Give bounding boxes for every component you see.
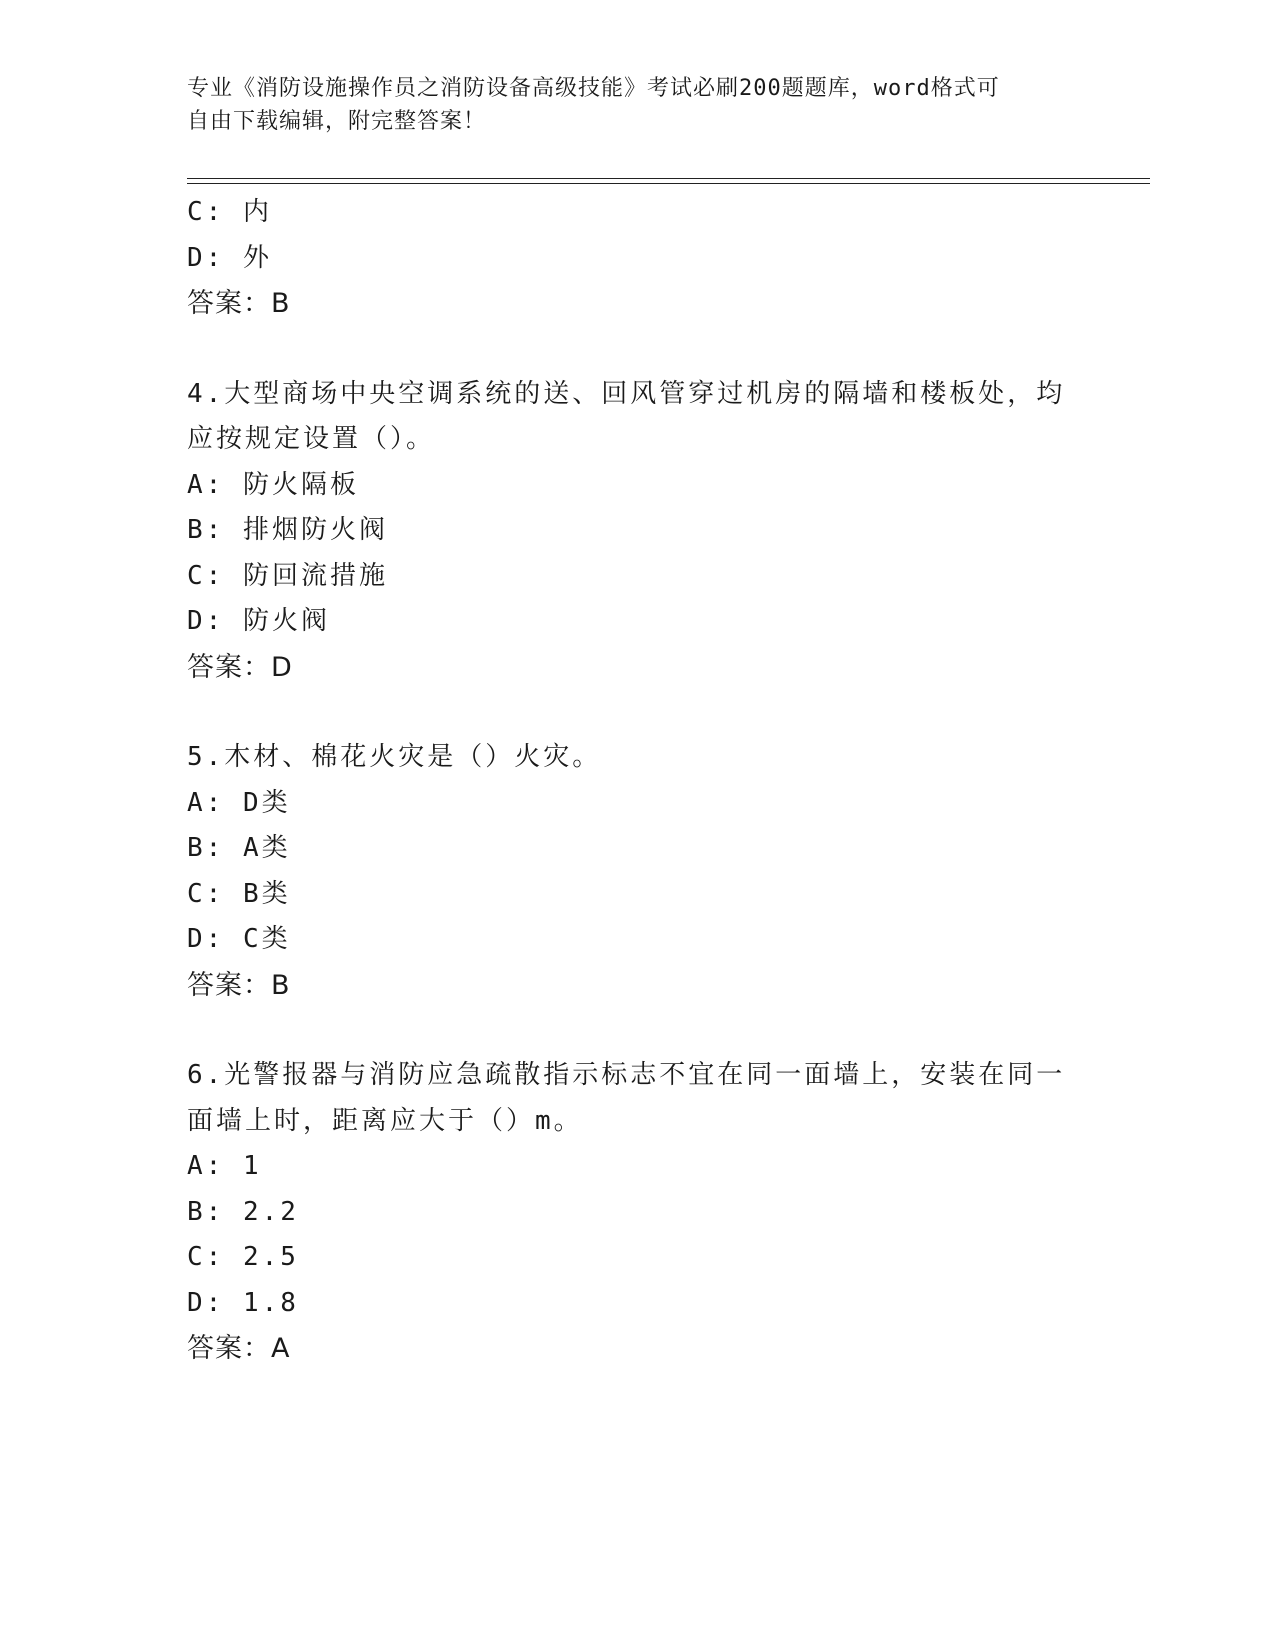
spacer [187, 327, 1087, 372]
spacer [187, 1008, 1087, 1053]
option-d: D: 外 [187, 242, 272, 273]
header-divider-top [187, 178, 1150, 179]
question-text-line-2: 面墙上时，距离应大于（）m。 [187, 1105, 583, 1136]
option-c: C: 2.5 [187, 1242, 299, 1272]
option-d: D: C类 [187, 924, 291, 954]
option-c: C: 防回流措施 [187, 560, 388, 591]
question-text-line-1: 4.大型商场中央空调系统的送、回风管穿过机房的隔墙和楼板处，均 [187, 378, 1066, 409]
header-divider-bottom [187, 183, 1150, 184]
answer-line: 答案：D [187, 651, 293, 683]
document-header [187, 72, 1067, 138]
spacer [187, 690, 1087, 735]
option-a: A: D类 [187, 787, 291, 818]
question-text-line-1: 5.木材、棉花火灾是（）火灾。 [187, 742, 602, 772]
option-a: A: 1 [187, 1151, 262, 1181]
header-line-1: 专业《消防设施操作员之消防设备高级技能》考试必刷200题题库，word格式可 [187, 76, 1000, 101]
option-a: A: 防火隔板 [187, 469, 359, 500]
answer-line: 答案：B [187, 288, 291, 319]
question-3-partial [187, 190, 1087, 327]
question-text-line-2: 应按规定设置（）。 [187, 424, 436, 454]
question-text [187, 372, 1067, 463]
question-content [187, 190, 1087, 1372]
question-text [187, 735, 1067, 781]
question-6 [187, 1053, 1087, 1372]
question-text [187, 1053, 1067, 1144]
answer-line: 答案：A [187, 1333, 291, 1364]
question-4 [187, 372, 1087, 691]
option-c: C: B类 [187, 878, 291, 909]
option-c: C: 内 [187, 197, 272, 227]
answer-line: 答案：B [187, 969, 291, 1001]
option-d: D: 1.8 [187, 1287, 299, 1318]
header-line-2: 自由下载编辑，附完整答案！ [187, 109, 487, 134]
option-d: D: 防火阀 [187, 606, 330, 636]
question-5 [187, 735, 1087, 1008]
option-b: B: 2.2 [187, 1196, 299, 1227]
option-b: B: A类 [187, 833, 291, 863]
option-b: B: 排烟防火阀 [187, 515, 388, 545]
question-text-line-1: 6.光警报器与消防应急疏散指示标志不宜在同一面墙上，安装在同一 [187, 1060, 1066, 1090]
